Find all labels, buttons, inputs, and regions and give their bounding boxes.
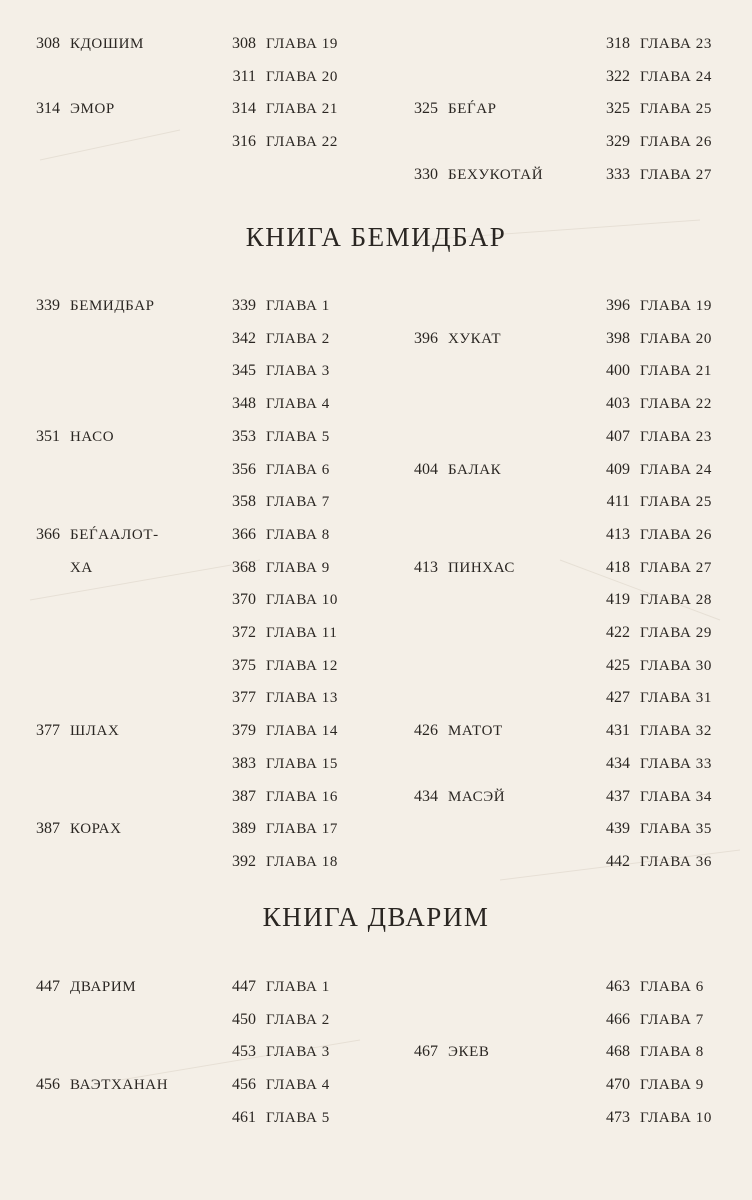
toc-parsha-entry — [410, 325, 501, 353]
toc-parsha-entry — [410, 161, 543, 189]
chapter-label: ГЛАВА 23 — [640, 36, 712, 52]
chapter-label: ГЛАВА 9 — [640, 1077, 704, 1094]
parsha-title: БЕМИДБАР — [70, 298, 155, 314]
page-number: 358 — [232, 493, 256, 511]
toc-chapter-entry — [600, 750, 712, 778]
toc-chapter-entry — [220, 95, 338, 123]
chapter-label: ГЛАВА 35 — [640, 821, 712, 838]
chapter-label: ГЛАВА 26 — [640, 134, 712, 151]
chapter-label: ГЛАВА 6 — [266, 461, 330, 478]
chapter-label: ГЛАВА 12 — [266, 657, 338, 674]
page-number: 426 — [414, 722, 438, 740]
toc-chapter-entry — [220, 488, 330, 516]
page-number: 389 — [232, 820, 256, 838]
chapter-label: ГЛАВА 10 — [640, 1109, 712, 1126]
toc-chapter-entry — [220, 973, 330, 1001]
toc-chapter-entry — [600, 423, 712, 451]
page-number: 351 — [36, 427, 60, 445]
page-number: 375 — [232, 656, 256, 674]
heading-bemidbar: КНИГА БЕМИДБАР — [245, 222, 507, 252]
page-number: 466 — [606, 1010, 630, 1028]
chapter-label: ГЛАВА 31 — [640, 690, 712, 707]
toc-chapter-entry — [220, 1006, 330, 1034]
toc-chapter-entry — [220, 357, 330, 385]
toc-parsha-entry — [410, 1038, 489, 1066]
toc-chapter-entry — [220, 521, 330, 549]
toc-parsha-entry — [32, 95, 115, 123]
toc-chapter-entry — [600, 357, 712, 385]
page-number: 403 — [606, 395, 630, 413]
toc-parsha-entry — [410, 456, 501, 484]
page-number: 330 — [414, 165, 438, 183]
toc-chapter-entry — [220, 717, 338, 745]
chapter-label: ГЛАВА 6 — [640, 979, 704, 995]
chapter-label: ГЛАВА 17 — [266, 821, 338, 838]
chapter-label: ГЛАВА 26 — [640, 526, 712, 543]
toc-chapter-entry — [600, 63, 712, 91]
chapter-label: ГЛАВА 3 — [266, 1044, 330, 1061]
toc-chapter-entry — [220, 783, 338, 811]
heading-dvarim: КНИГА ДВАРИМ — [262, 902, 490, 932]
chapter-label: ГЛАВА 7 — [266, 494, 330, 511]
chapter-label: ГЛАВА 10 — [266, 592, 338, 609]
page-number: 318 — [606, 35, 630, 52]
toc-chapter-entry — [220, 30, 338, 58]
chapter-label: ГЛАВА 24 — [640, 461, 712, 478]
chapter-label: ГЛАВА 3 — [266, 363, 330, 380]
chapter-label: ГЛАВА 27 — [640, 166, 712, 183]
toc-parsha-entry — [32, 973, 136, 1001]
toc-chapter-entry — [600, 30, 712, 58]
parsha-title: ЭКЕВ — [448, 1044, 490, 1061]
toc-chapter-entry — [600, 652, 712, 680]
page-number: 456 — [232, 1076, 256, 1094]
page-number: 387 — [232, 787, 256, 805]
toc-chapter-entry — [600, 1071, 704, 1099]
chapter-label: ГЛАВА 16 — [266, 788, 338, 805]
parsha-title: БАЛАК — [448, 461, 502, 478]
toc-chapter-entry — [600, 390, 712, 418]
chapter-label: ГЛАВА 7 — [640, 1011, 704, 1028]
chapter-label: ГЛАВА 8 — [266, 526, 330, 543]
page-number: 314 — [232, 100, 256, 118]
toc-chapter-entry — [600, 1006, 704, 1034]
page-number: 400 — [606, 362, 630, 380]
toc-chapter-entry — [600, 815, 712, 843]
toc-parsha-entry — [410, 554, 515, 582]
toc-chapter-entry — [220, 554, 330, 582]
chapter-label: ГЛАВА 25 — [640, 494, 712, 511]
page-number: 308 — [232, 35, 256, 52]
page-number: 379 — [232, 722, 256, 740]
toc-chapter-entry — [220, 390, 330, 418]
page-number: 383 — [232, 754, 256, 772]
chapter-label: ГЛАВА 13 — [266, 690, 338, 707]
parsha-title: ПИНХАС — [448, 559, 516, 576]
toc-chapter-entry — [600, 1104, 712, 1132]
page-number: 339 — [232, 297, 256, 314]
page-number: 450 — [232, 1010, 256, 1028]
chapter-label: ГЛАВА 1 — [266, 979, 330, 995]
chapter-label: ГЛАВА 5 — [266, 1109, 330, 1126]
page-number: 425 — [606, 656, 630, 674]
chapter-label: ГЛАВА 18 — [266, 853, 338, 870]
toc-chapter-entry — [600, 128, 712, 156]
toc-chapter-entry — [600, 848, 712, 876]
chapter-label: ГЛАВА 32 — [640, 723, 712, 740]
page-number: 434 — [414, 787, 438, 805]
page-number: 316 — [232, 133, 256, 151]
page-number: 368 — [232, 558, 256, 576]
chapter-label: ГЛАВА 2 — [266, 330, 330, 347]
page-number: 418 — [606, 558, 630, 576]
parsha-title: НАСО — [70, 428, 115, 445]
page-number: 372 — [232, 624, 256, 641]
toc-chapter-entry — [220, 586, 338, 614]
chapter-label: ГЛАВА 24 — [640, 68, 712, 85]
page-number: 439 — [606, 820, 630, 838]
page-number: 333 — [606, 165, 630, 183]
page-number: 413 — [606, 525, 630, 543]
parsha-title: ВАЭТХАНАН — [70, 1077, 169, 1094]
parsha-title: ХА — [70, 559, 93, 576]
toc-chapter-entry — [220, 619, 337, 647]
chapter-label: ГЛАВА 30 — [640, 657, 712, 674]
toc-chapter-entry — [600, 161, 712, 189]
toc-chapter-entry — [220, 848, 338, 876]
page-number: 468 — [606, 1043, 630, 1061]
parsha-title: МАТОТ — [448, 723, 503, 740]
page-number: 470 — [606, 1076, 630, 1094]
toc-chapter-entry — [600, 684, 712, 712]
toc-chapter-entry — [600, 325, 712, 353]
parsha-title: БЕХУКОТАЙ — [448, 166, 544, 183]
toc-parsha-entry — [32, 521, 159, 549]
toc-chapter-entry — [220, 1038, 330, 1066]
toc-chapter-entry — [600, 1038, 704, 1066]
page-number: 366 — [232, 525, 256, 543]
toc-chapter-entry — [600, 521, 712, 549]
toc-chapter-entry — [220, 292, 330, 320]
toc-chapter-entry — [220, 652, 338, 680]
page-number: 396 — [606, 297, 630, 314]
chapter-label: ГЛАВА 20 — [640, 330, 712, 347]
toc-chapter-entry — [600, 619, 712, 647]
toc-parsha-entry — [410, 95, 497, 123]
chapter-label: ГЛАВА 28 — [640, 592, 712, 609]
toc-chapter-entry — [220, 63, 338, 91]
page-number: 366 — [36, 525, 60, 543]
chapter-label: ГЛАВА 22 — [266, 134, 338, 151]
page-number: 437 — [606, 787, 630, 805]
toc-chapter-entry — [220, 1104, 330, 1132]
toc-chapter-entry — [600, 554, 712, 582]
parsha-title: ШЛАХ — [70, 723, 120, 740]
chapter-label: ГЛАВА 34 — [640, 788, 712, 805]
toc-chapter-entry — [600, 488, 712, 516]
page-number: 453 — [232, 1043, 256, 1061]
toc-parsha-entry — [32, 554, 93, 582]
chapter-label: ГЛАВА 21 — [640, 363, 712, 380]
toc-chapter-entry — [600, 783, 712, 811]
toc-parsha-entry — [410, 717, 503, 745]
page-number: 308 — [36, 35, 60, 52]
chapter-label: ГЛАВА 22 — [640, 396, 712, 413]
parsha-title: КДОШИМ — [70, 36, 144, 52]
page-number: 431 — [606, 722, 630, 740]
toc-chapter-entry — [220, 750, 338, 778]
toc-chapter-entry — [220, 128, 338, 156]
page-number: 342 — [232, 329, 256, 347]
chapter-label: ГЛАВА 23 — [640, 428, 712, 445]
page-number: 419 — [606, 591, 630, 609]
page-number: 353 — [232, 427, 256, 445]
chapter-label: ГЛАВА 14 — [266, 723, 338, 740]
chapter-label: ГЛАВА 8 — [640, 1044, 704, 1061]
toc-parsha-entry — [32, 815, 122, 843]
page-number: 404 — [414, 460, 438, 478]
page-number: 409 — [606, 460, 630, 478]
chapter-label: ГЛАВА 9 — [266, 559, 330, 576]
page-number: 329 — [606, 133, 630, 151]
page-number: 377 — [232, 689, 256, 707]
page-number: 461 — [232, 1108, 256, 1126]
page-number: 392 — [232, 852, 256, 870]
page-number: 348 — [232, 395, 256, 413]
toc-chapter-entry — [220, 684, 338, 712]
page-number: 398 — [606, 329, 630, 347]
page-number: 447 — [232, 978, 256, 995]
parsha-title: БЕЃАР — [448, 101, 497, 118]
toc-chapter-entry — [220, 456, 330, 484]
parsha-title: ХУКАТ — [448, 330, 502, 347]
page-number: 434 — [606, 754, 630, 772]
page-number: 314 — [36, 100, 60, 118]
page-number: 442 — [606, 852, 630, 870]
parsha-title: КОРАХ — [70, 821, 122, 838]
chapter-label: ГЛАВА 4 — [266, 396, 330, 413]
chapter-label: ГЛАВА 27 — [640, 559, 712, 576]
toc-parsha-entry — [410, 783, 505, 811]
page-number: 422 — [606, 624, 630, 641]
toc-chapter-entry — [600, 717, 712, 745]
parsha-title: МАСЭЙ — [448, 788, 506, 805]
toc-parsha-entry — [32, 717, 119, 745]
page-number: 463 — [606, 978, 630, 995]
page-number: 396 — [414, 329, 438, 347]
chapter-label: ГЛАВА 19 — [266, 36, 338, 52]
chapter-label: ГЛАВА 20 — [266, 68, 338, 85]
page-number: 325 — [414, 100, 438, 118]
chapter-label: ГЛАВА 21 — [266, 101, 338, 118]
page-number: 387 — [36, 820, 60, 838]
parsha-title: ЭМОР — [70, 101, 115, 118]
toc-chapter-entry — [220, 815, 338, 843]
page-number: 447 — [36, 978, 60, 995]
chapter-label: ГЛАВА 19 — [640, 298, 712, 314]
chapter-label: ГЛАВА 29 — [640, 625, 712, 641]
chapter-label: ГЛАВА 25 — [640, 101, 712, 118]
toc-parsha-entry — [32, 292, 155, 320]
page-number: 411 — [606, 493, 630, 511]
page-number: 370 — [232, 591, 256, 609]
toc-chapter-entry — [600, 456, 712, 484]
page-number: 322 — [606, 67, 630, 85]
page-number: 339 — [36, 297, 60, 314]
toc-chapter-entry — [600, 292, 712, 320]
page-number: 427 — [606, 689, 630, 707]
page-number: 377 — [36, 722, 60, 740]
page-number: 473 — [606, 1108, 630, 1126]
toc-parsha-entry — [32, 30, 144, 58]
chapter-label: ГЛАВА 2 — [266, 1011, 330, 1028]
toc-chapter-entry — [220, 325, 330, 353]
toc-chapter-entry — [220, 1071, 330, 1099]
toc-chapter-entry — [600, 973, 704, 1001]
page-number: 467 — [414, 1043, 438, 1061]
chapter-label: ГЛАВА 33 — [640, 755, 712, 772]
toc-chapter-entry — [600, 95, 712, 123]
toc-chapter-entry — [220, 423, 330, 451]
page-number: 311 — [232, 67, 256, 85]
page-number: 325 — [606, 100, 630, 118]
chapter-label: ГЛАВА 36 — [640, 853, 712, 870]
page-number: 456 — [36, 1076, 60, 1094]
chapter-label: ГЛАВА 4 — [266, 1077, 330, 1094]
page-number: 413 — [414, 558, 438, 576]
toc-chapter-entry — [600, 586, 712, 614]
chapter-label: ГЛАВА 11 — [266, 625, 338, 641]
chapter-label: ГЛАВА 1 — [266, 298, 330, 314]
chapter-label: ГЛАВА 5 — [266, 428, 330, 445]
parsha-title: ДВАРИМ — [70, 979, 137, 995]
parsha-title: БЕЃААЛОТ- — [70, 526, 159, 543]
page-number: 356 — [232, 460, 256, 478]
toc-parsha-entry — [32, 423, 114, 451]
page-number: 407 — [606, 427, 630, 445]
chapter-label: ГЛАВА 15 — [266, 755, 338, 772]
page-number: 345 — [232, 362, 256, 380]
toc-parsha-entry — [32, 1071, 168, 1099]
